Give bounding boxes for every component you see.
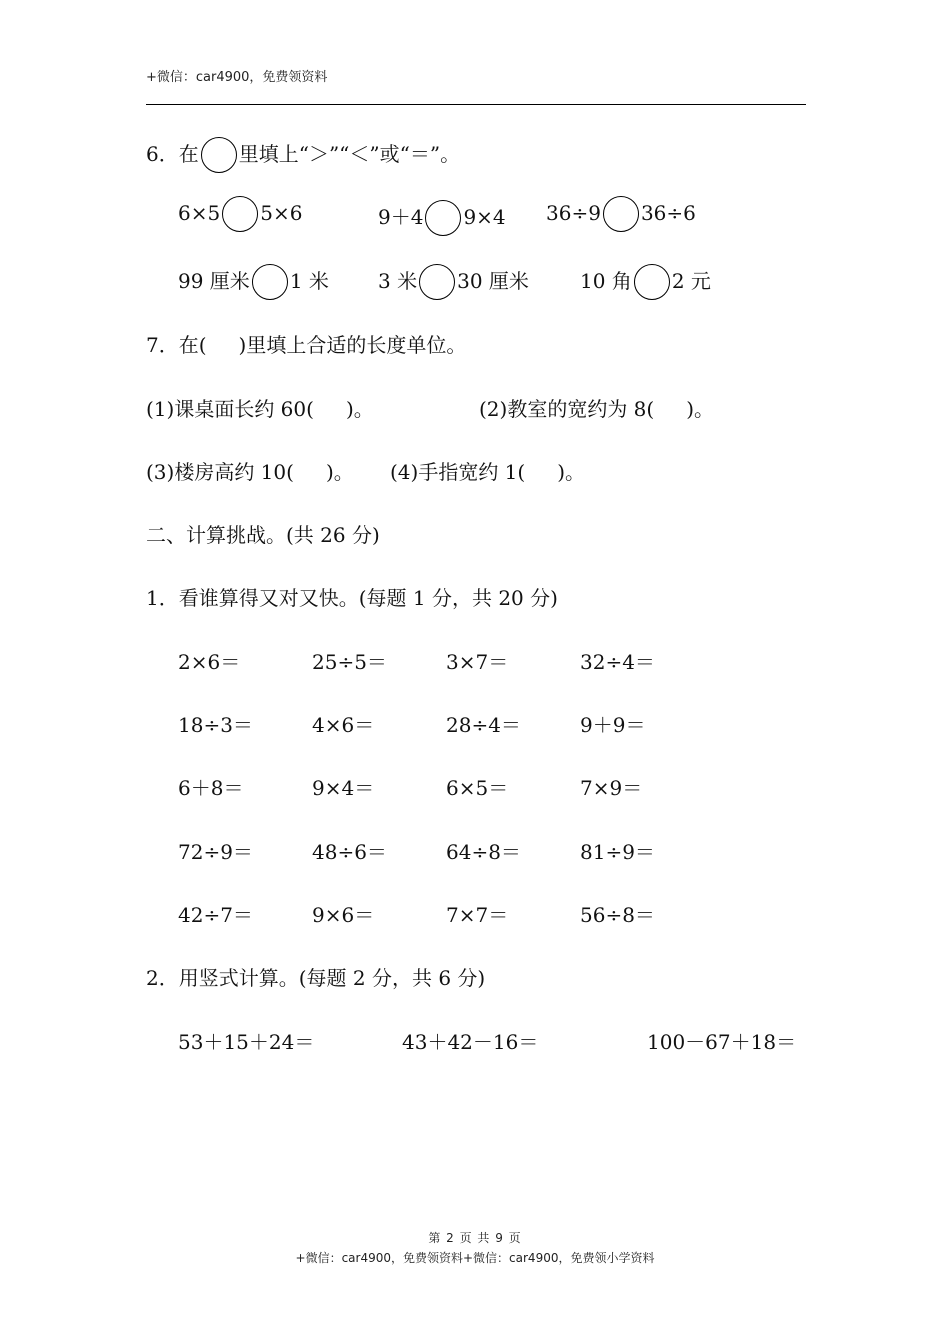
q7-item-text: (4)手指宽约 1( bbox=[390, 460, 526, 484]
q6-lead: 6．在 bbox=[146, 142, 199, 166]
q7-item3 bbox=[146, 456, 354, 485]
q7-item-text: (1)课桌面长约 60( bbox=[146, 397, 314, 421]
calc-q2-title: 2．用竖式计算。(每题 2 分，共 6 分) bbox=[146, 966, 486, 990]
expr-right: 9×4 bbox=[463, 205, 506, 229]
oral-calc: 9＋9＝ bbox=[580, 713, 646, 737]
q6-title bbox=[146, 138, 460, 167]
expr-right: 36÷6 bbox=[640, 201, 696, 225]
expr-right: 1 米 bbox=[289, 269, 329, 293]
oral-calc: 56÷8＝ bbox=[580, 903, 655, 927]
oral-calc: 81÷9＝ bbox=[580, 840, 655, 864]
vertical-calc: 53＋15＋24＝ bbox=[178, 1030, 315, 1054]
answer-circle-icon[interactable] bbox=[603, 196, 639, 232]
oral-calc: 7×7＝ bbox=[446, 903, 509, 927]
answer-circle-icon[interactable] bbox=[425, 200, 461, 236]
q6-row1-item1 bbox=[178, 201, 302, 225]
calc-q1-title: 1．看谁算得又对又快。(每题 1 分，共 20 分) bbox=[146, 586, 558, 610]
expr-left: 36÷9 bbox=[546, 201, 601, 225]
expr-right: 30 厘米 bbox=[457, 269, 529, 293]
oral-calc: 32÷4＝ bbox=[580, 650, 655, 674]
vertical-calc: 100－67＋18＝ bbox=[647, 1030, 797, 1054]
oral-calc: 18÷3＝ bbox=[178, 713, 253, 737]
expr-left: 10 角 bbox=[580, 269, 632, 293]
q7-item-end: )。 bbox=[557, 460, 586, 484]
footer-watermark: +微信：car4900，免费领资料+微信：car4900，免费领小学资料 bbox=[295, 1251, 655, 1265]
answer-circle-icon[interactable] bbox=[634, 264, 670, 300]
oral-calc: 64÷8＝ bbox=[446, 840, 521, 864]
oral-calc: 4×6＝ bbox=[312, 713, 375, 737]
q6-row2-item1 bbox=[178, 265, 329, 294]
q7-item-end: )。 bbox=[325, 460, 354, 484]
q7-item-text: (3)楼房高约 10( bbox=[146, 460, 294, 484]
q6-row2-item2 bbox=[378, 265, 529, 294]
q7-item2 bbox=[479, 393, 714, 422]
oral-calc: 2×6＝ bbox=[178, 650, 241, 674]
expr-left: 3 米 bbox=[378, 269, 418, 293]
compare-circle-icon bbox=[201, 137, 237, 173]
q6-row2-item3 bbox=[580, 265, 711, 294]
section2-title: 二、计算挑战。(共 26 分) bbox=[146, 523, 380, 547]
q7-item-end: )。 bbox=[686, 397, 715, 421]
q7-item-text: (2)教室的宽约为 8( bbox=[479, 397, 655, 421]
oral-calc: 6×5＝ bbox=[446, 776, 509, 800]
answer-circle-icon[interactable] bbox=[222, 196, 258, 232]
page-number: 第 2 页 共 9 页 bbox=[428, 1231, 522, 1245]
q6-tail: 里填上“＞”“＜”或“＝”。 bbox=[238, 142, 461, 166]
q7-item-end: )。 bbox=[345, 397, 374, 421]
expr-left: 6×5 bbox=[178, 201, 221, 225]
expr-right: 5×6 bbox=[260, 201, 303, 225]
oral-calc: 48÷6＝ bbox=[312, 840, 387, 864]
q7-title bbox=[146, 329, 466, 358]
oral-calc: 25÷5＝ bbox=[312, 650, 387, 674]
expr-right: 2 元 bbox=[671, 269, 711, 293]
q7-title-b: )里填上合适的长度单位。 bbox=[238, 333, 467, 357]
header-rule bbox=[146, 104, 806, 105]
answer-circle-icon[interactable] bbox=[252, 264, 288, 300]
oral-calc: 42÷7＝ bbox=[178, 903, 253, 927]
oral-calc: 72÷9＝ bbox=[178, 840, 253, 864]
q6-row1-item2 bbox=[378, 201, 506, 230]
oral-calc: 6＋8＝ bbox=[178, 776, 244, 800]
q7-item1 bbox=[146, 393, 374, 422]
oral-calc: 9×4＝ bbox=[312, 776, 375, 800]
vertical-calc: 43＋42－16＝ bbox=[402, 1030, 539, 1054]
q7-title-a: 7．在( bbox=[146, 333, 207, 357]
expr-left: 99 厘米 bbox=[178, 269, 250, 293]
oral-calc: 7×9＝ bbox=[580, 776, 643, 800]
q6-row1-item3 bbox=[546, 201, 696, 225]
oral-calc: 28÷4＝ bbox=[446, 713, 521, 737]
header-watermark: +微信：car4900，免费领资料 bbox=[146, 70, 328, 85]
oral-calc: 3×7＝ bbox=[446, 650, 509, 674]
answer-circle-icon[interactable] bbox=[419, 264, 455, 300]
q7-item4 bbox=[390, 456, 585, 485]
oral-calc: 9×6＝ bbox=[312, 903, 375, 927]
expr-left: 9＋4 bbox=[378, 205, 424, 229]
